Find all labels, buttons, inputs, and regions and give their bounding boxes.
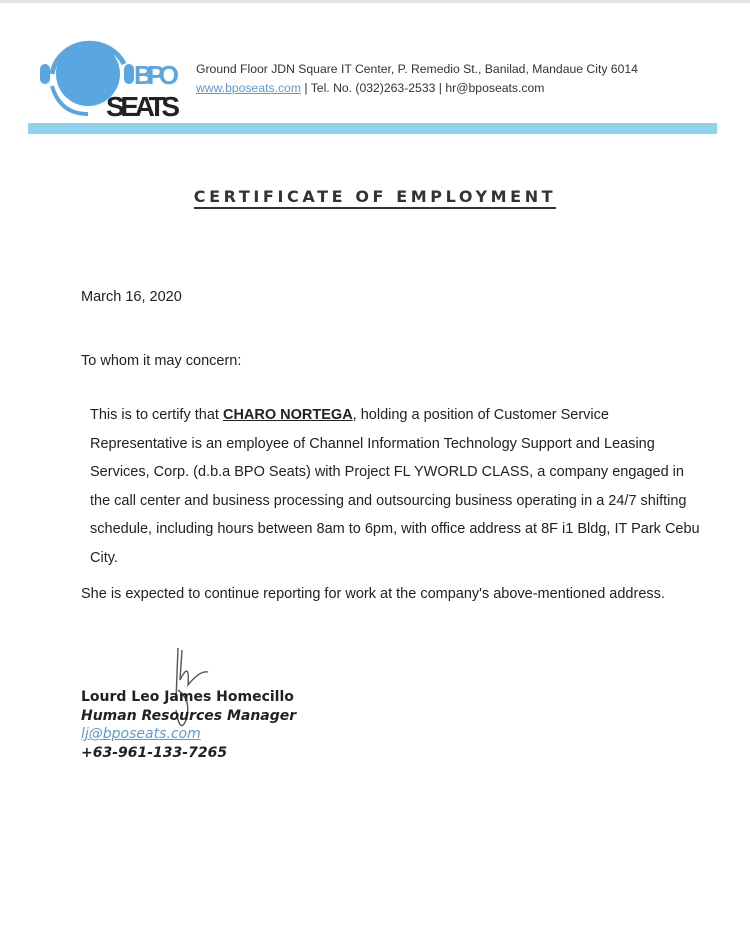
body-paragraph-2: She is expected to continue reporting for work at the company's above-mentioned address. bbox=[81, 586, 665, 602]
document-title: CERTIFICATE OF EMPLOYMENT bbox=[194, 187, 556, 209]
employee-name: CHARO NORTEGA bbox=[222, 407, 353, 423]
svg-text:SEATS: SEATS bbox=[106, 91, 180, 119]
signatory-role: Human Resources Manager bbox=[81, 707, 297, 724]
signatory-phone: +63-961-133-7265 bbox=[81, 744, 228, 761]
letterhead-band bbox=[28, 123, 717, 134]
signatory-email[interactable]: lj@bposeats.com bbox=[81, 726, 201, 742]
svg-text:BPO: BPO bbox=[134, 60, 179, 90]
body-paragraph-1: This is to certify that CHARO NORTEGA, holding a position of Customer Service Representative is an employee of Channel Information Technology Support and Leasing Services, Corp. (d.b.a BPO Seats) with Project FL YWORLD CLASS, a company engaged in the call center and business processing and outsourcing business operating in a 24/7 shifting schedule, including hours between 8am to 6pm, with office address at 8F i1 Bldg, IT Park Cebu City. bbox=[90, 407, 700, 566]
contact-info: | Tel. No. (032)263-2533 | hr@bposeats.com bbox=[301, 81, 545, 95]
letter-date: March 16, 2020 bbox=[81, 289, 182, 305]
salutation: To whom it may concern: bbox=[81, 353, 242, 369]
signatory-name: Lourd Leo James Homecillo bbox=[81, 689, 294, 705]
letterhead-contact bbox=[196, 60, 638, 98]
top-border bbox=[0, 0, 750, 3]
bpo-seats-logo bbox=[38, 34, 183, 119]
website-link[interactable]: www.bposeats.com bbox=[196, 81, 301, 95]
signatory-block bbox=[81, 688, 296, 762]
company-address: Ground Floor JDN Square IT Center, P. Remedio St., Banilad, Mandaue City 6014 bbox=[196, 62, 638, 76]
